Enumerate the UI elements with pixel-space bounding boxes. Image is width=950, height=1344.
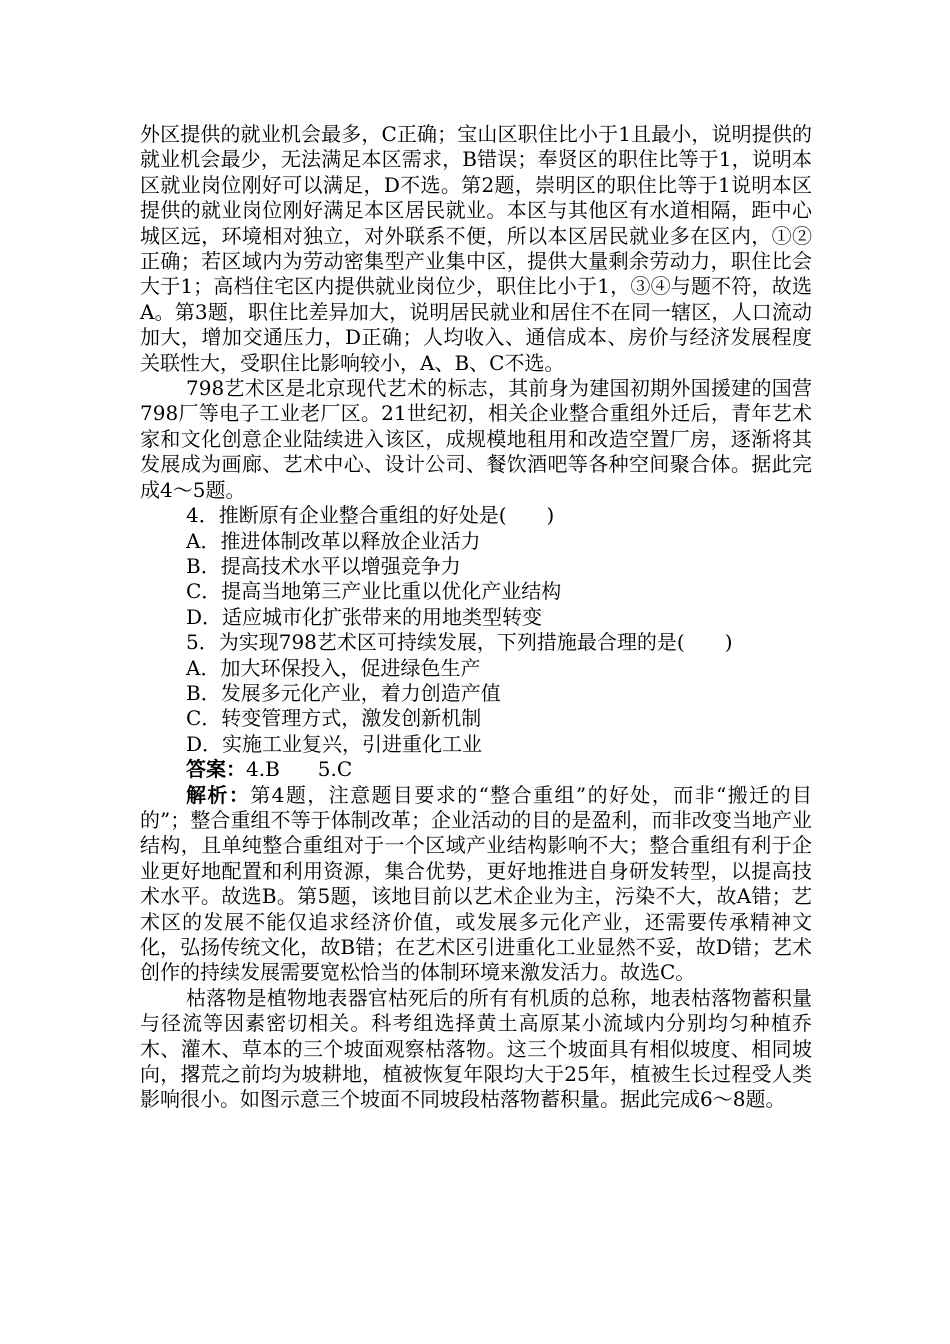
question-5-option-b: B．发展多元化产业，着力创造产值 [186, 680, 501, 705]
answer-value-4: 4.B [246, 757, 280, 782]
question-4-option-a: A．推进体制改革以释放企业活力 [186, 528, 481, 553]
material-paragraph-litter: 枯落物是植物地表器官枯死后的所有有机质的总称，地表枯落物蓄积量与径流等因素密切相关。科考组选择黄土高原某小流域内分别均匀种植乔木、灌木、草本的三个坡面观察枯落物。这三个坡面具有相似坡度、相同坡向，撂荒之前均为坡耕地，植被恢复年限均大于25年，植被生长过程受人类影响很小。如图示意三个坡面不同坡段枯落物蓄积量。据此完成6～8题。 [140, 985, 812, 1112]
answer-label: 答案： [186, 757, 246, 782]
question-4-option-c: C．提高当地第三产业比重以优化产业结构 [186, 579, 562, 604]
explanation-paragraph-continued: 外区提供的就业机会最多，C正确；宝山区职住比小于1且最小，说明提供的就业机会最少，无法满足本区需求，B错误；奉贤区的职住比等于1，说明本区就业岗位刚好可以满足，D不选。第2题，崇明区的职住比等于1说明本区提供的就业岗位刚好满足本区居民就业。本区与其他区有水道相隔，距中心城区远，环境相对独立，对外联系不便，所以本区居民就业多在区内，①②正确；若区域内为劳动密集型产业集中区，提供大量剩余劳动力，职住比会大于1；高档住宅区内提供就业岗位少，职住比小于1，③④与题不符，故选A。第3题，职住比差异加大，说明居民就业和居住不在同一辖区，人口流动加大，增加交通压力，D正确；人均收入、通信成本、房价与经济发展程度关联性大，受职住比影响较小，A、B、C不选。 [140, 122, 812, 375]
answer-value-5: 5.C [317, 757, 353, 782]
answer-line [140, 757, 812, 782]
question-4-stem: 4．推断原有企业整合重组的好处是( ) [186, 503, 555, 528]
analysis-paragraph [140, 783, 812, 986]
analysis-text: 第4题，注意题目要求的“整合重组”的好处，而非“搬迁的目的”；整合重组不等于体制改革；企业活动的目的是盈利，而非改变当地产业结构，且单纯整合重组对于一个区域产业结构影响不大；整合重组有利于企业更好地配置和利用资源，集合优势，更好地推进自身研发转型，以提高技术水平。故选B。第5题，该地目前以艺术企业为主，污染不大，故A错；艺术区的发展不能仅追求经济价值，或发展多元化产业，还需要传承精神文化，弘扬传统文化，故B错；在艺术区引进重化工业显然不妥，故D错；艺术创作的持续发展需要宽松恰当的体制环境来激发活力。故选C。 [140, 782, 812, 985]
question-4 [140, 503, 812, 630]
material-paragraph-798: 798艺术区是北京现代艺术的标志，其前身为建国初期外国援建的国营798厂等电子工业老厂区。21世纪初，相关企业整合重组外迁后，青年艺术家和文化创意企业陆续进入该区，成规模地租用和改造空置厂房，逐渐将其发展成为画廊、艺术中心、设计公司、餐饮酒吧等各种空间聚合体。据此完成4～5题。 [140, 376, 812, 502]
document-page [140, 122, 812, 1113]
question-5-option-d: D．实施工业复兴，引进重化工业 [186, 731, 483, 756]
question-5-stem: 5．为实现798艺术区可持续发展，下列措施最合理的是( ) [186, 630, 733, 655]
analysis-label: 解析： [186, 782, 251, 807]
question-5-option-a: A．加大环保投入，促进绿色生产 [186, 655, 481, 680]
question-4-option-d: D．适应城市化扩张带来的用地类型转变 [186, 604, 543, 629]
question-5 [140, 630, 812, 757]
question-5-option-c: C．转变管理方式，激发创新机制 [186, 706, 482, 731]
question-4-option-b: B．提高技术水平以增强竞争力 [186, 553, 461, 578]
